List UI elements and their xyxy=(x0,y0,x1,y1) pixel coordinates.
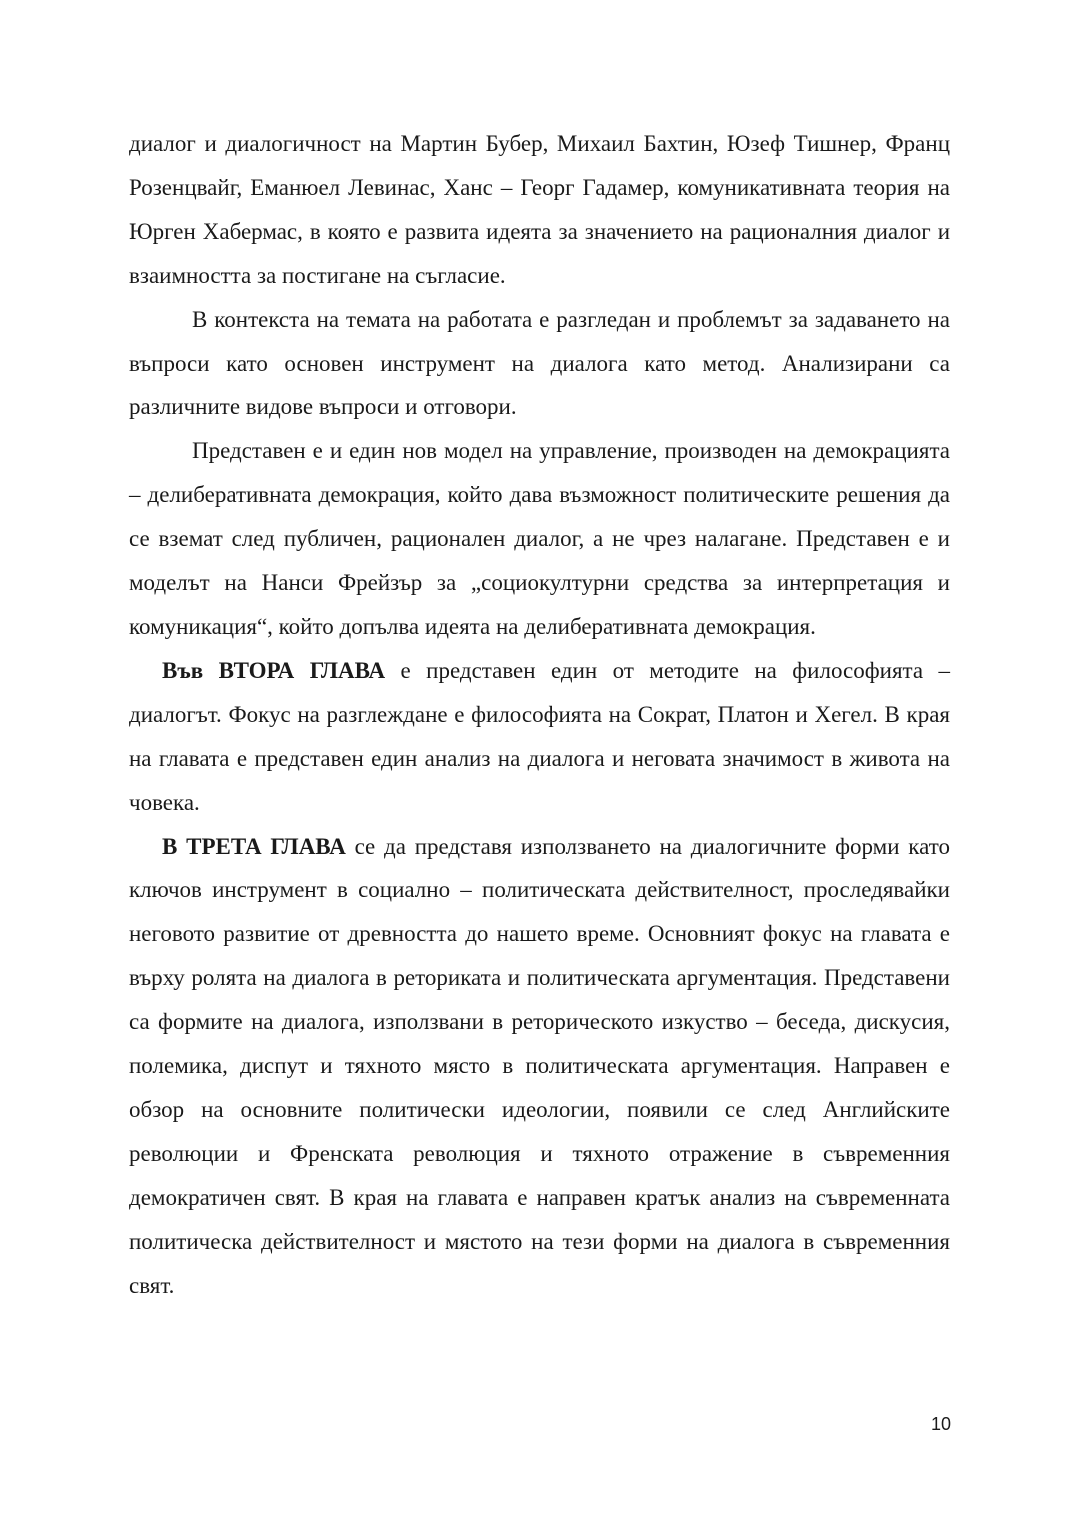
paragraph-chapter-three xyxy=(129,825,950,1308)
paragraph-3-text: Представен е и един нов модел на управление, производен на демокрацията – делиберативната демокрация, който дава възможност политическите решения да се вземат след публичен, рационален диалог, а не чрез налагане. Представен е и моделът на Нанси Фрейзър за „социокултурни средства за интерпретация и комуникация“, който допълва идеята на делиберативната демокрация. xyxy=(129,438,950,639)
paragraph-chapter-two xyxy=(129,649,950,825)
paragraph-1-text: диалог и диалогичност на Мартин Бубер, Михаил Бахтин, Юзеф Тишнер, Франц Розенцвайг, Еманюел Левинас, Ханс – Георг Гадамер, комуникативната теория на Юрген Хабермас, в която е развита идеята за значението на рационалния диалог и взаимността за постигане на съгласие. xyxy=(129,131,950,288)
body-text xyxy=(129,122,950,1307)
paragraph-3 xyxy=(129,429,950,649)
paragraph-2-text: В контекста на темата на работата е разгледан и проблемът за задаването на въпроси като основен инструмент на диалога като метод. Анализирани са различните видове въпроси и отговори. xyxy=(129,306,950,420)
chapter-two-heading: Във ВТОРА ГЛАВА xyxy=(162,657,386,683)
paragraph-chapter-three-text: се да представя използването на диалогичните форми като ключов инструмент в социално – политическата действителност, проследявайки неговото развитие от древността до нашето време. Основният фокус на главата е върху ролята на диалога в реториката и политическата аргументация. Представени са формите на диалога, използвани в реторическото изкуство – беседа, дискусия, полемика, диспут и тяхното място в политическата аргументация. Направен е обзор на основните политически идеологии, появили се след Английските революции и Френската революция и тяхното отражение в съвременния демократичен свят. В края на главата е направен кратък анализ на съвременната политическа действителност и мястото на тези форми на диалога в съвременния свят. xyxy=(129,833,950,1298)
paragraph-1 xyxy=(129,122,950,298)
paragraph-2 xyxy=(129,298,950,430)
chapter-three-heading: В ТРЕТА ГЛАВА xyxy=(162,833,346,859)
page-number: 10 xyxy=(930,1414,951,1434)
paragraph-chapter-two-text: е представен един от методите на философията – диалогът. Фокус на разглеждане е философията на Сократ, Платон и Хегел. В края на главата е представен един анализ на диалога и неговата значимост в живота на човека. xyxy=(129,657,950,815)
